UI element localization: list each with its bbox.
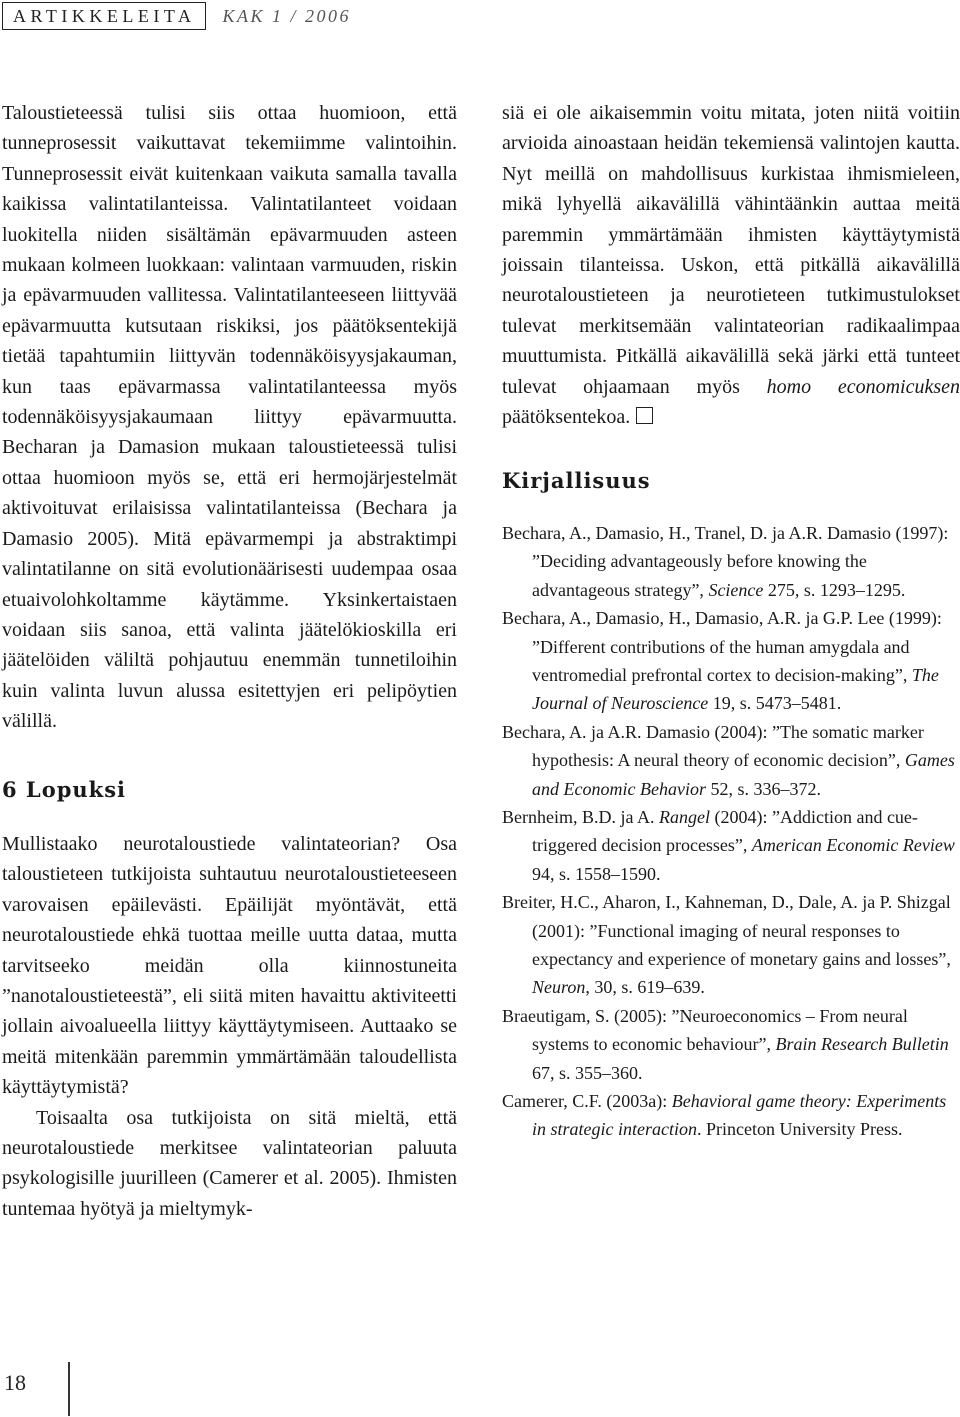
reference-item bbox=[502, 1002, 960, 1087]
reference-list bbox=[502, 519, 960, 1144]
reference-text: Bernheim, B.D. ja A. bbox=[502, 806, 659, 827]
reference-source: Science bbox=[708, 579, 764, 600]
footer-divider bbox=[68, 1362, 70, 1416]
body-paragraph-1: Taloustieteessä tulisi siis ottaa huomioon, että tunneprosessit vaikuttavat tekemiimme valintoihin. Tunneprosessit eivät kuitenkaan vaikuta samalla tavalla kaikissa valintatilanteissa. Valintatilanteet voidaan luokitella niiden sisältämän epävarmuuden asteen mukaan kolmeen luokkaan: valintaan varmuuden, riskin ja epävarmuuden vallitessa. Valintatilanteeseen liittyvää epävarmuutta kutsutaan riskiksi, jos päätöksentekijä tietää tapahtumiin liittyvän todennäköisyysjakauman, kun taas epävarmassa valintatilanteessa myös todennäköisyysjakaumaan liittyy epävarmuutta. Becharan ja Damasion mukaan taloustieteessä tulisi ottaa huomioon myös se, että eri hermojärjestelmät aktivoituvat erilaisissa valintatilanteissa (Bechara ja Damasio 2005). Mitä epävarmempi ja abstraktimpi valintatilanne on sitä evolutionäärisesti uudempaa osaa etuaivolohkoltamme käytämme. Yksinkertaistaen voidaan siis sanoa, että valinta jäätelökioskilla eri jäätelöiden väliltä pohjautuu enemmän tunnetiloihin kuin valinta luvun alussa esitettyjen eri pelipöytien välillä. bbox=[2, 102, 457, 733]
continued-text-italic: homo economicuksen bbox=[766, 375, 960, 398]
reference-text: Bechara, A. ja A.R. Damasio (2004): ”The somatic marker hypothesis: A neural theory of economic decision”, bbox=[502, 721, 924, 771]
reference-source: Behavioral game theory: Experiments in strategic interaction bbox=[532, 1091, 947, 1140]
right-column bbox=[502, 98, 960, 1144]
reference-author-italic: Rangel bbox=[658, 806, 710, 827]
reference-item bbox=[502, 519, 960, 604]
reference-text: 94, s. 1558–1590. bbox=[532, 863, 661, 884]
reference-item bbox=[502, 1087, 960, 1144]
references-heading: Kirjallisuus bbox=[502, 468, 651, 494]
reference-text: (2004): ”Addiction and cue-triggered decision processes”, bbox=[532, 806, 918, 856]
reference-source: Brain Research Bulletin bbox=[775, 1034, 949, 1055]
end-of-article-icon bbox=[636, 407, 653, 424]
reference-text: Camerer, C.F. (2003a): bbox=[502, 1091, 672, 1111]
reference-item bbox=[502, 604, 960, 718]
series-label: ARTIKKELEITA bbox=[2, 2, 206, 30]
issue-label: KAK 1 / 2006 bbox=[222, 5, 351, 26]
reference-text: Breiter, H.C., Aharon, I., Kahneman, D., Dale, A. ja P. Shizgal (2001): ”Functional imaging of neural responses to expectancy and experience of monetary gains and losses”, bbox=[502, 892, 951, 969]
reference-item bbox=[502, 888, 960, 1002]
continued-text-end: päätöksentekoa. bbox=[502, 406, 631, 429]
body-paragraph-continued bbox=[502, 98, 960, 432]
section-heading: 6 Lopuksi bbox=[2, 776, 126, 802]
reference-text: 67, s. 355–360. bbox=[532, 1062, 643, 1083]
running-header bbox=[0, 0, 351, 32]
reference-source: Neuron bbox=[532, 977, 586, 998]
reference-text: 19, s. 5473–5481. bbox=[708, 693, 842, 714]
reference-text: 52, s. 336–372. bbox=[705, 778, 821, 799]
reference-text: 275, s. 1293–1295. bbox=[763, 579, 906, 600]
reference-source: American Economic Review bbox=[751, 835, 955, 856]
reference-text: . Princeton University Press. bbox=[696, 1119, 903, 1140]
reference-text: Bechara, A., Damasio, H., Damasio, A.R. ja G.P. Lee (1999): ”Different contributions of the human amygdala and ventromedial prefrontal cortex to decision-making”, bbox=[502, 608, 942, 685]
reference-item bbox=[502, 803, 960, 888]
reference-text: Bechara, A., Damasio, H., Tranel, D. ja A.R. Damasio (1997): ”Deciding advantageously before knowing the advantageous strategy”, bbox=[502, 522, 949, 600]
page-number: 18 bbox=[4, 1370, 26, 1395]
reference-item bbox=[502, 718, 960, 803]
body-paragraph-3: Toisaalta osa tutkijoista on sitä mieltä, että neurotaloustiede merkitsee valintateorian paluuta psykologisille juurilleen (Camerer et al. 2005). Ihmisten tuntemaa hyötyä ja mieltymyk- bbox=[2, 1106, 457, 1220]
body-paragraph-2: Mullistaako neurotaloustiede valintateorian? Osa taloustieteen tutkijoista suhtautuu neurotaloustieteeseen varovaisen epäilevästi. Epäilijät myöntävät, että neurotaloustiede ehkä tuottaa meille uutta dataa, mutta tarvitseeko meidän olla kiinnostuneita ”nanotaloustieteestä”, eli siitä miten havaittu aktiviteetti jollain aivoalueella liittyy käyttäytymiseen. Auttaako se meitä mitenkään paremmin ymmärtämään taloudellista käyttäytymistä? bbox=[2, 832, 457, 1099]
reference-source: The Journal of Neuroscience bbox=[532, 664, 939, 714]
reference-source: Games and Economic Behavior bbox=[532, 750, 955, 799]
continued-text: siä ei ole aikaisemmin voitu mitata, joten niitä voitiin arvioida ainoastaan heidän tekemiensä valintojen kautta. Nyt meillä on mahdollisuus kurkistaa ihmismieleen, mikä lyhyellä aikavälillä vähintäänkin auttaa meitä paremmin ymmärtämään ihmisten käyttäytymistä joissain tilanteissa. Uskon, että pitkällä aikavälillä neurotaloustieteen ja neurotieteen tutkimustulokset tulevat merkitsemään valintateorian radikaalimpaa muuttumista. Pitkällä aikavälillä sekä järki että tunteet tulevat ohjaamaan myös bbox=[502, 102, 960, 398]
reference-text: , 30, s. 619–639. bbox=[585, 977, 705, 998]
reference-text: Braeutigam, S. (2005): ”Neuroeconomics – From neural systems to economic behaviour”, bbox=[502, 1005, 908, 1055]
left-column bbox=[2, 98, 457, 1224]
